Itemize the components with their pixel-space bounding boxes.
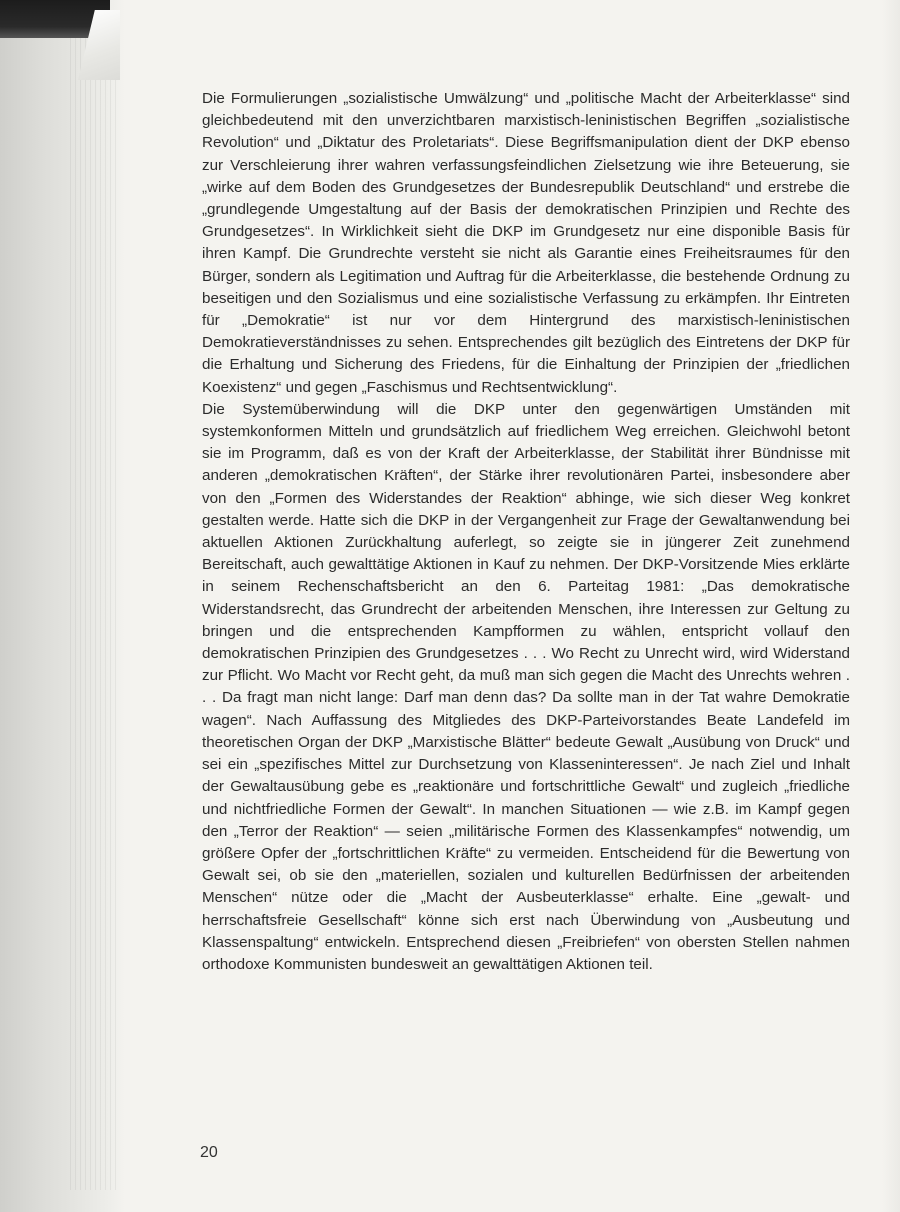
- document-body: [202, 88, 850, 976]
- right-page-edge: [882, 0, 900, 1212]
- page-number: 20: [200, 1144, 218, 1161]
- paragraph-2: Die Systemüberwindung will die DKP unter den gegenwärtigen Umständen mit systemkonformen Mitteln und grundsätzlich auf friedlichem Weg erreichen. Gleichwohl betont sie im Programm, daß es von der Kraft der Arbeiterklasse, der Stabilität ihrer Bündnisse mit anderen „demokratischen Kräften“, der Stärke ihrer revolutionären Partei, insbesondere aber von den „Formen des Widerstandes der Reaktion“ abhinge, wie sich dieser Weg konkret gestalten werde. Hatte sich die DKP in der Vergangenheit zur Frage der Gewaltanwendung bei aktuellen Aktionen Zurückhaltung auferlegt, so zeigte sie in jüngerer Zeit zunehmend Bereitschaft, auch gewalttätige Aktionen in Kauf zu nehmen. Der DKP-Vorsitzende Mies erklärte in seinem Rechenschaftsbericht an den 6. Parteitag 1981: „Das demokratische Widerstandsrecht, das Grundrecht der arbeitenden Menschen, ihre Interessen zur Geltung zu bringen und die entsprechenden Kampfformen zu wählen, entspricht vollauf den demokratischen Prinzipien des Grundgesetzes . . . Wo Recht zu Unrecht wird, wird Widerstand zur Pflicht. Wo Macht vor Recht geht, da muß man sich gegen die Macht des Unrechts wehren . . . Da fragt man nicht lange: Darf man denn das? Da sollte man in der Tat wahre Demokratie wagen“. Nach Auffassung des Mitgliedes des DKP-Parteivorstandes Beate Landefeld im theoretischen Organ der DKP „Marxistische Blätter“ bedeute Gewalt „Ausübung von Druck“ und sei ein „spezifisches Mittel zur Durchsetzung von Klasseninteressen“. Je nach Ziel und Inhalt der Gewaltausübung gebe es „reaktionäre und fortschrittliche Gewalt“ und zugleich „friedliche und nichtfriedliche Formen der Gewalt“. In manchen Situationen — wie z.B. im Kampf gegen den „Terror der Reaktion“ — seien „militärische Formen des Klassenkampfes“ notwendig, um größere Opfer der „fortschrittlichen Kräfte“ zu vermeiden. Entscheidend für die Bewertung von Gewalt sei, ob sie den „materiellen, sozialen und kulturellen Bedürfnissen der arbeitenden Menschen“ nütze oder die „Macht der Ausbeuterklasse“ erhalte. Eine „gewalt- und herrschaftsfreie Gesellschaft“ könne sich erst nach Überwindung von „Ausbeutung und Klassenspaltung“ entwickeln. Entsprechend diesen „Freibriefen“ von obersten Stellen nahmen orthodoxe Kommunisten bundesweit an gewalttätigen Aktionen teil.: [202, 400, 850, 973]
- page-stack-lines: [70, 20, 120, 1190]
- paragraph-1: Die Formulierungen „sozialistische Umwälzung“ und „politische Macht der Arbeiterklasse“ sind gleichbedeutend mit den unverzichtbaren marxistisch-leninistischen Begriffen „sozialistische Revolution“ und „Diktatur des Proletariats“. Diese Begriffsmanipulation dient der DKP ebenso zur Verschleierung ihrer wahren verfassungsfeindlichen Zielsetzung wie ihre Beteuerung, sie „wirke auf dem Boden des Grundgesetzes der Bundesrepublik Deutschland“ und erstrebe die „grundlegende Umgestaltung auf der Basis der demokratischen Prinzipien und Rechte des Grundgesetzes“. In Wirklichkeit sieht die DKP im Grundgesetz nur eine disponible Basis für ihren Kampf. Die Grundrechte versteht sie nicht als Garantie eines Freiheitsraumes für den Bürger, sondern als Legitimation und Auftrag für die Arbeiterklasse, die bestehende Ordnung zu beseitigen und den Sozialismus und eine sozialistische Verfassung zu erkämpfen. Ihr Eintreten für „Demokratie“ ist nur vor dem Hintergrund des marxistisch-leninistischen Demokratieverständnisses zu sehen. Entsprechendes gilt bezüglich des Eintretens der DKP für die Erhaltung und Sicherung des Friedens, für die Einhaltung der Prinzipien der „friedlichen Koexistenz“ und gegen „Faschismus und Rechtsentwicklung“.: [202, 90, 850, 396]
